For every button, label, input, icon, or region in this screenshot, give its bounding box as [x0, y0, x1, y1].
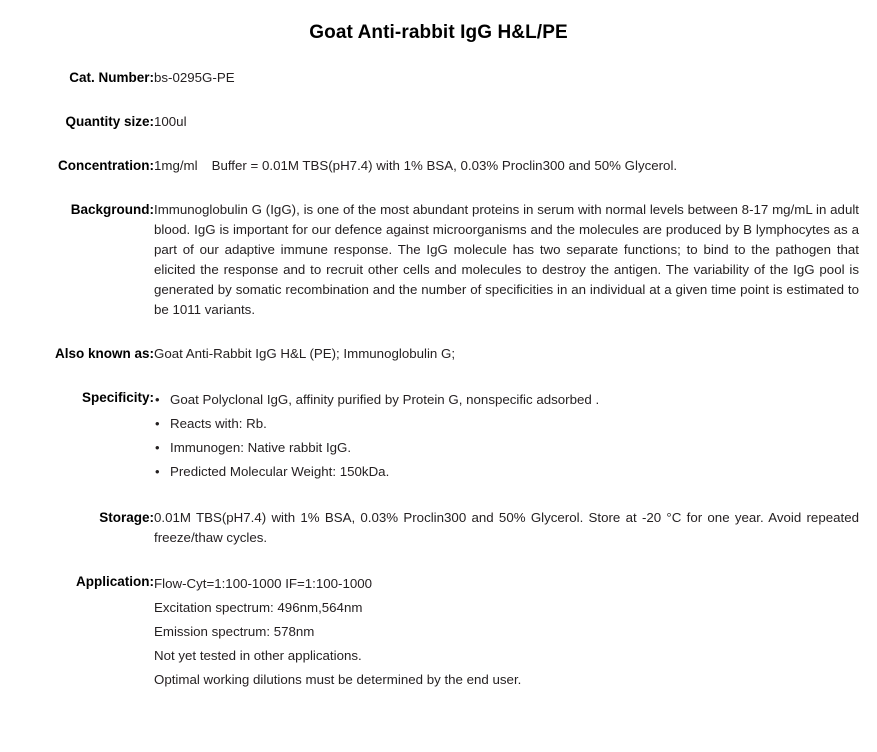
table-row-concentration — [18, 156, 859, 200]
page-title: Goat Anti-rabbit IgG H&L/PE — [309, 22, 568, 43]
concentration-value-cell — [154, 156, 859, 200]
table-row-quantity-size — [18, 112, 859, 156]
application-value-cell — [154, 572, 859, 716]
table-row-also-known-as — [18, 344, 859, 388]
application-line: Excitation spectrum: 496nm,564nm — [154, 600, 363, 615]
application-line: Not yet tested in other applications. — [154, 648, 362, 663]
cat-number-value: bs-0295G-PE — [154, 70, 235, 85]
concentration-value: 1mg/ml — [154, 158, 198, 173]
table-row-application — [18, 572, 859, 716]
table-row-specificity — [18, 388, 859, 508]
storage-label: Storage: — [99, 510, 154, 525]
list-item: • Immunogen: Native rabbit IgG. — [154, 436, 859, 460]
table-row-background — [18, 200, 859, 344]
list-item: • Reacts with: Rb. — [154, 412, 859, 436]
list-item: • Predicted Molecular Weight: 150kDa. — [154, 460, 859, 484]
cat-number-label: Cat. Number: — [69, 70, 154, 85]
background-value: Immunoglobulin G (IgG), is one of the most abundant proteins in serum with normal levels between 8-17 mg/mL in adult blood. IgG is important for our defence against microorganisms and the molecules are produced by B lymphocytes as a part of our adaptive immune response. The IgG molecule has two separate functions; to bind to the pathogen that elicited the response and to recruit other cells and molecules to destroy the antigen. The variability of the IgG pool is generated by somatic recombination and the number of specificities in an individual at a given time point is estimated to be 1011 variants. — [154, 202, 859, 317]
application-line: Flow-Cyt=1:100-1000 IF=1:100-1000 — [154, 576, 373, 591]
specificity-list — [154, 388, 859, 484]
application-line: Emission spectrum: 578nm — [154, 624, 315, 639]
background-label: Background: — [70, 202, 154, 217]
table-row-cat-number — [18, 68, 859, 112]
quantity-size-value: 100ul — [154, 114, 187, 129]
specificity-value-cell — [154, 388, 859, 508]
list-item: • Goat Polyclonal IgG, affinity purified by Protein G, nonspecific adsorbed . — [154, 388, 859, 412]
also-known-as-value: Goat Anti-Rabbit IgG H&L (PE); Immunoglobulin G; — [154, 346, 456, 361]
table-row-storage — [18, 508, 859, 572]
concentration-buffer: Buffer = 0.01M TBS(pH7.4) with 1% BSA, 0.03% Proclin300 and 50% Glycerol. — [211, 158, 678, 173]
application-line: Optimal working dilutions must be determined by the end user. — [154, 672, 522, 687]
also-known-as-label: Also known as: — [54, 346, 154, 361]
specificity-label: Specificity: — [81, 390, 154, 405]
specification-table — [18, 68, 859, 716]
application-label: Application: — [76, 574, 154, 589]
concentration-label: Concentration: — [58, 158, 154, 173]
quantity-size-label: Quantity size: — [65, 114, 154, 129]
storage-value: 0.01M TBS(pH7.4) with 1% BSA, 0.03% Proclin300 and 50% Glycerol. Store at -20 °C for one year. Avoid repeated freeze/thaw cycles. — [154, 510, 859, 545]
